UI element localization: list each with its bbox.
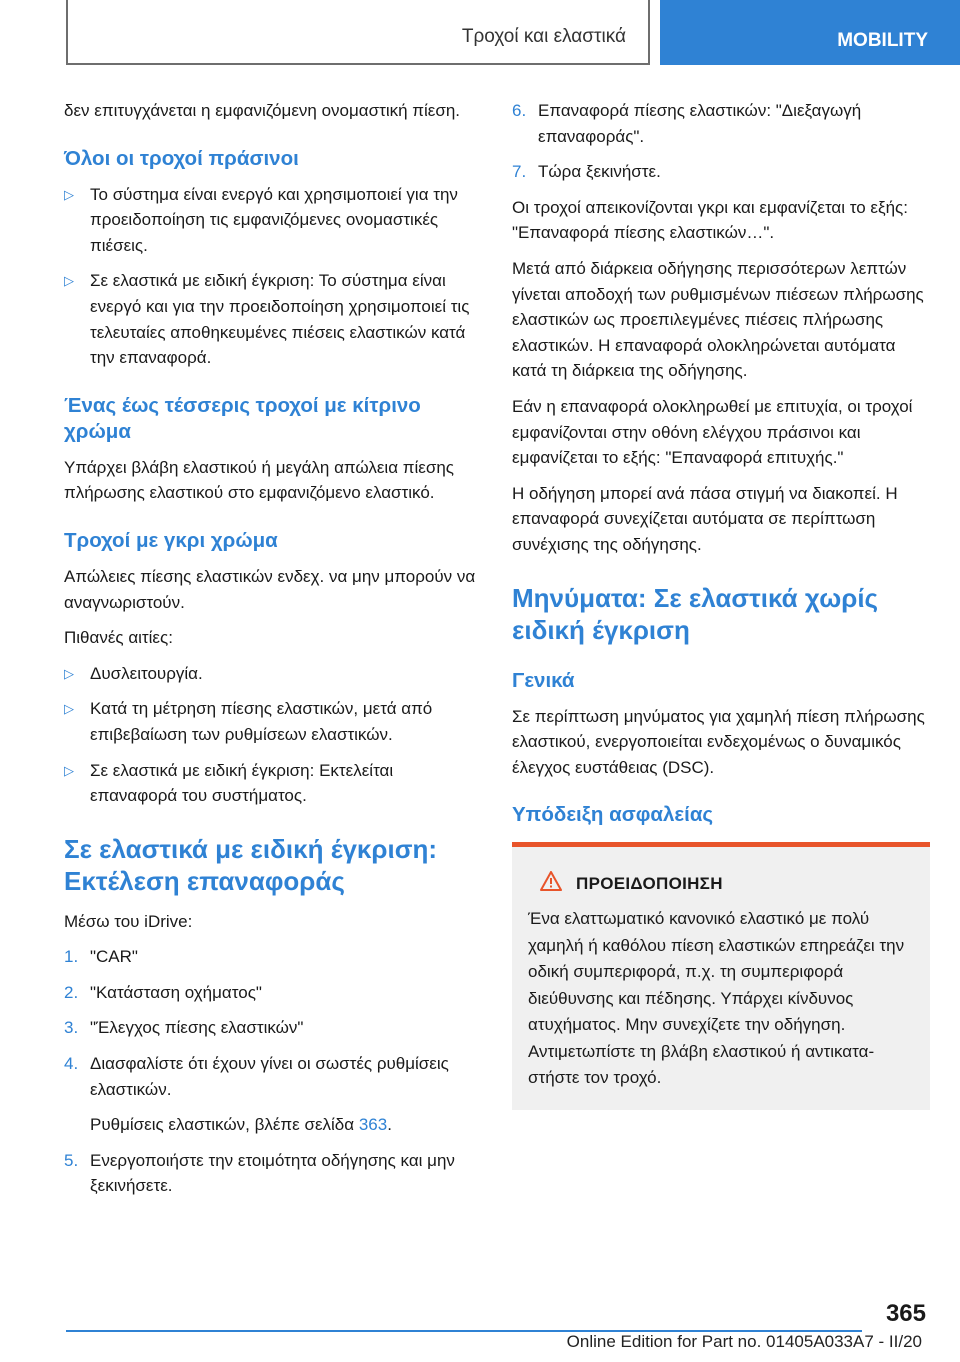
paragraph: Οι τροχοί απεικονίζονται γκρι και εμφανίζεται το εξής: "Επαναφορά πίεσης ελαστικών…". [512, 197, 908, 243]
heading-all-green: Όλοι οι τροχοί πράσινοι [64, 146, 299, 170]
heading-grey: Τροχοί με γκρι χρώμα [64, 528, 278, 552]
step-item: 3. "Έλεγχος πίεσης ελαστικών" [64, 1018, 304, 1038]
see-reference: Ρυθμίσεις ελαστικών, βλέπε σελίδα 363. [90, 1115, 392, 1135]
causes-label: Πιθανές αιτίες: [64, 628, 173, 648]
heading-messages: Μηνύματα: Σε ελαστικά χωρίς ειδική έγκριση [512, 582, 879, 645]
left-column [64, 98, 480, 1209]
step-item: 5. Ενεργοποιήστε την ετοιμότητα οδήγησης και μην ξεκινήσετε. [64, 1150, 455, 1196]
warning-box [512, 842, 930, 1110]
triangle-bullet-icon: ▷ [64, 186, 74, 202]
paragraph: Η οδήγηση μπορεί ανά πάσα στιγμή να διακοπεί. Η επαναφορά συνεχίζεται αυτόματα σε περίπτωση συνέχισης της οδήγησης. [512, 483, 898, 554]
list-item: ▷ Σε ελαστικά με ειδική έγκριση: Το σύστημα είναι ενεργό και για την προειδοποίηση χρησιμοποιεί τις τελευταίες αποθηκευμένες πιέσεις ελαστικών κατά την επαναφορά. [64, 268, 480, 370]
page-link[interactable]: 363 [358, 1115, 388, 1135]
triangle-bullet-icon: ▷ [64, 273, 74, 289]
step-item: 2. "Κατάσταση οχήματος" [64, 982, 262, 1002]
header-tab [66, 0, 650, 65]
step-item: 6. Επαναφορά πίεσης ελαστικών: "Διεξαγωγή επαναφοράς". [512, 101, 862, 146]
warning-title: ΠΡΟΕΙΔΟΠΟΙΗΣΗ [576, 873, 723, 893]
paragraph: Μετά από διάρκεια οδήγησης περισσότερων λεπτών γίνεται αποδοχή των ρυθμισμένων πιέσεων πλήρωσης ελαστικών ως προεπιλεγμένες πιέσεις πλήρωσης ελαστικών. Η επαναφορά ολοκληρώνεται αυτόματα κατά τη διάρκεια της οδήγησης. [512, 258, 924, 381]
list-item: ▷ Δυσλειτουργία. [64, 661, 480, 687]
step-item: 1. "CAR" [64, 947, 138, 967]
chapter-title: Τροχοί και ελαστικά [461, 26, 626, 47]
warning-triangle-icon [540, 871, 562, 896]
step-item: 4. Διασφαλίστε ότι έχουν γίνει οι σωστές ρυθμίσεις ελαστικών. [64, 1054, 449, 1099]
causes-list [64, 661, 480, 809]
general-text: Σε περίπτωση μηνύματος για χαμηλή πίεση πλήρωσης ελαστικού, ενεργοποιείται ενδεχομένως ο δυναμικός έλεγχος ευστάθειας (DSC). [512, 706, 925, 777]
triangle-bullet-icon: ▷ [64, 762, 74, 778]
section-label: MOBILITY [660, 0, 960, 65]
warning-text: Ένα ελαττωματικό κανονικό ελαστικό με πολύ χαμηλή ή καθόλου πίεση ελαστικών επηρεάζει την οδική συμπεριφορά, π.χ. τη συμπεριφορά διεύθυνσης και πέδησης. Υπάρχει κίνδυνος ατυχήματος. Μην συνεχίζετε την οδήγηση. Αντιμετωπίστε τη βλάβη ελαστικού ή αντικαταστήστε τον τροχό. [528, 909, 905, 1088]
paragraph: Εάν η επαναφορά ολοκληρωθεί με επιτυχία, οι τροχοί εμφανίζονται στην οθόνη ελέγχου πράσινοι και εμφανίζεται το εξής: "Επαναφορά επιτυχής." [512, 396, 913, 468]
grey-text: Απώλειες πίεσης ελαστικών ενδεχ. να μην μπορούν να αναγνωριστούν. [64, 566, 476, 612]
edition-footer: Online Edition for Part no. 01405A033A7 - II/20 [566, 1332, 922, 1351]
heading-yellow: Ένας έως τέσσερις τροχοί με κίτρινο χρώμα [64, 393, 421, 443]
heading-reset: Σε ελαστικά με ειδική έγκριση: Εκτέλεση επαναφοράς [64, 833, 438, 896]
intro-text: δεν επιτυγχάνεται η εμφανιζόμενη ονομαστική πίεση. [64, 101, 461, 120]
page-number: 365 [885, 1300, 926, 1327]
heading-safety: Υπόδειξη ασφαλείας [512, 803, 714, 827]
list-item: ▷ Σε ελαστικά με ειδική έγκριση: Εκτελείται επαναφορά του συστήματος. [64, 758, 480, 809]
list-item: ▷ Το σύστημα είναι ενεργό και χρησιμοποιεί για την προειδοποίηση τις εμφανιζόμενες ονομαστικές πιέσεις. [64, 182, 480, 259]
reset-steps [64, 944, 480, 1102]
reset-steps-right [512, 98, 930, 185]
list-item: ▷ Κατά τη μέτρηση πίεσης ελαστικών, μετά από επιβεβαίωση των ρυθμίσεων ελαστικών. [64, 696, 480, 747]
triangle-bullet-icon: ▷ [64, 701, 74, 717]
triangle-bullet-icon: ▷ [64, 665, 74, 681]
right-column [512, 98, 930, 1110]
step-item: 7. Τώρα ξεκινήστε. [512, 162, 661, 182]
green-list [64, 182, 480, 371]
reset-steps-cont [64, 1148, 480, 1199]
via-idrive: Μέσω του iDrive: [64, 911, 193, 931]
yellow-text: Υπάρχει βλάβη ελαστικού ή μεγάλη απώλεια πίεσης πλήρωσης ελαστικού στο εμφανιζόμενο ελαστικό. [64, 457, 454, 503]
warning-header [528, 871, 914, 896]
heading-general: Γενικά [512, 668, 575, 692]
